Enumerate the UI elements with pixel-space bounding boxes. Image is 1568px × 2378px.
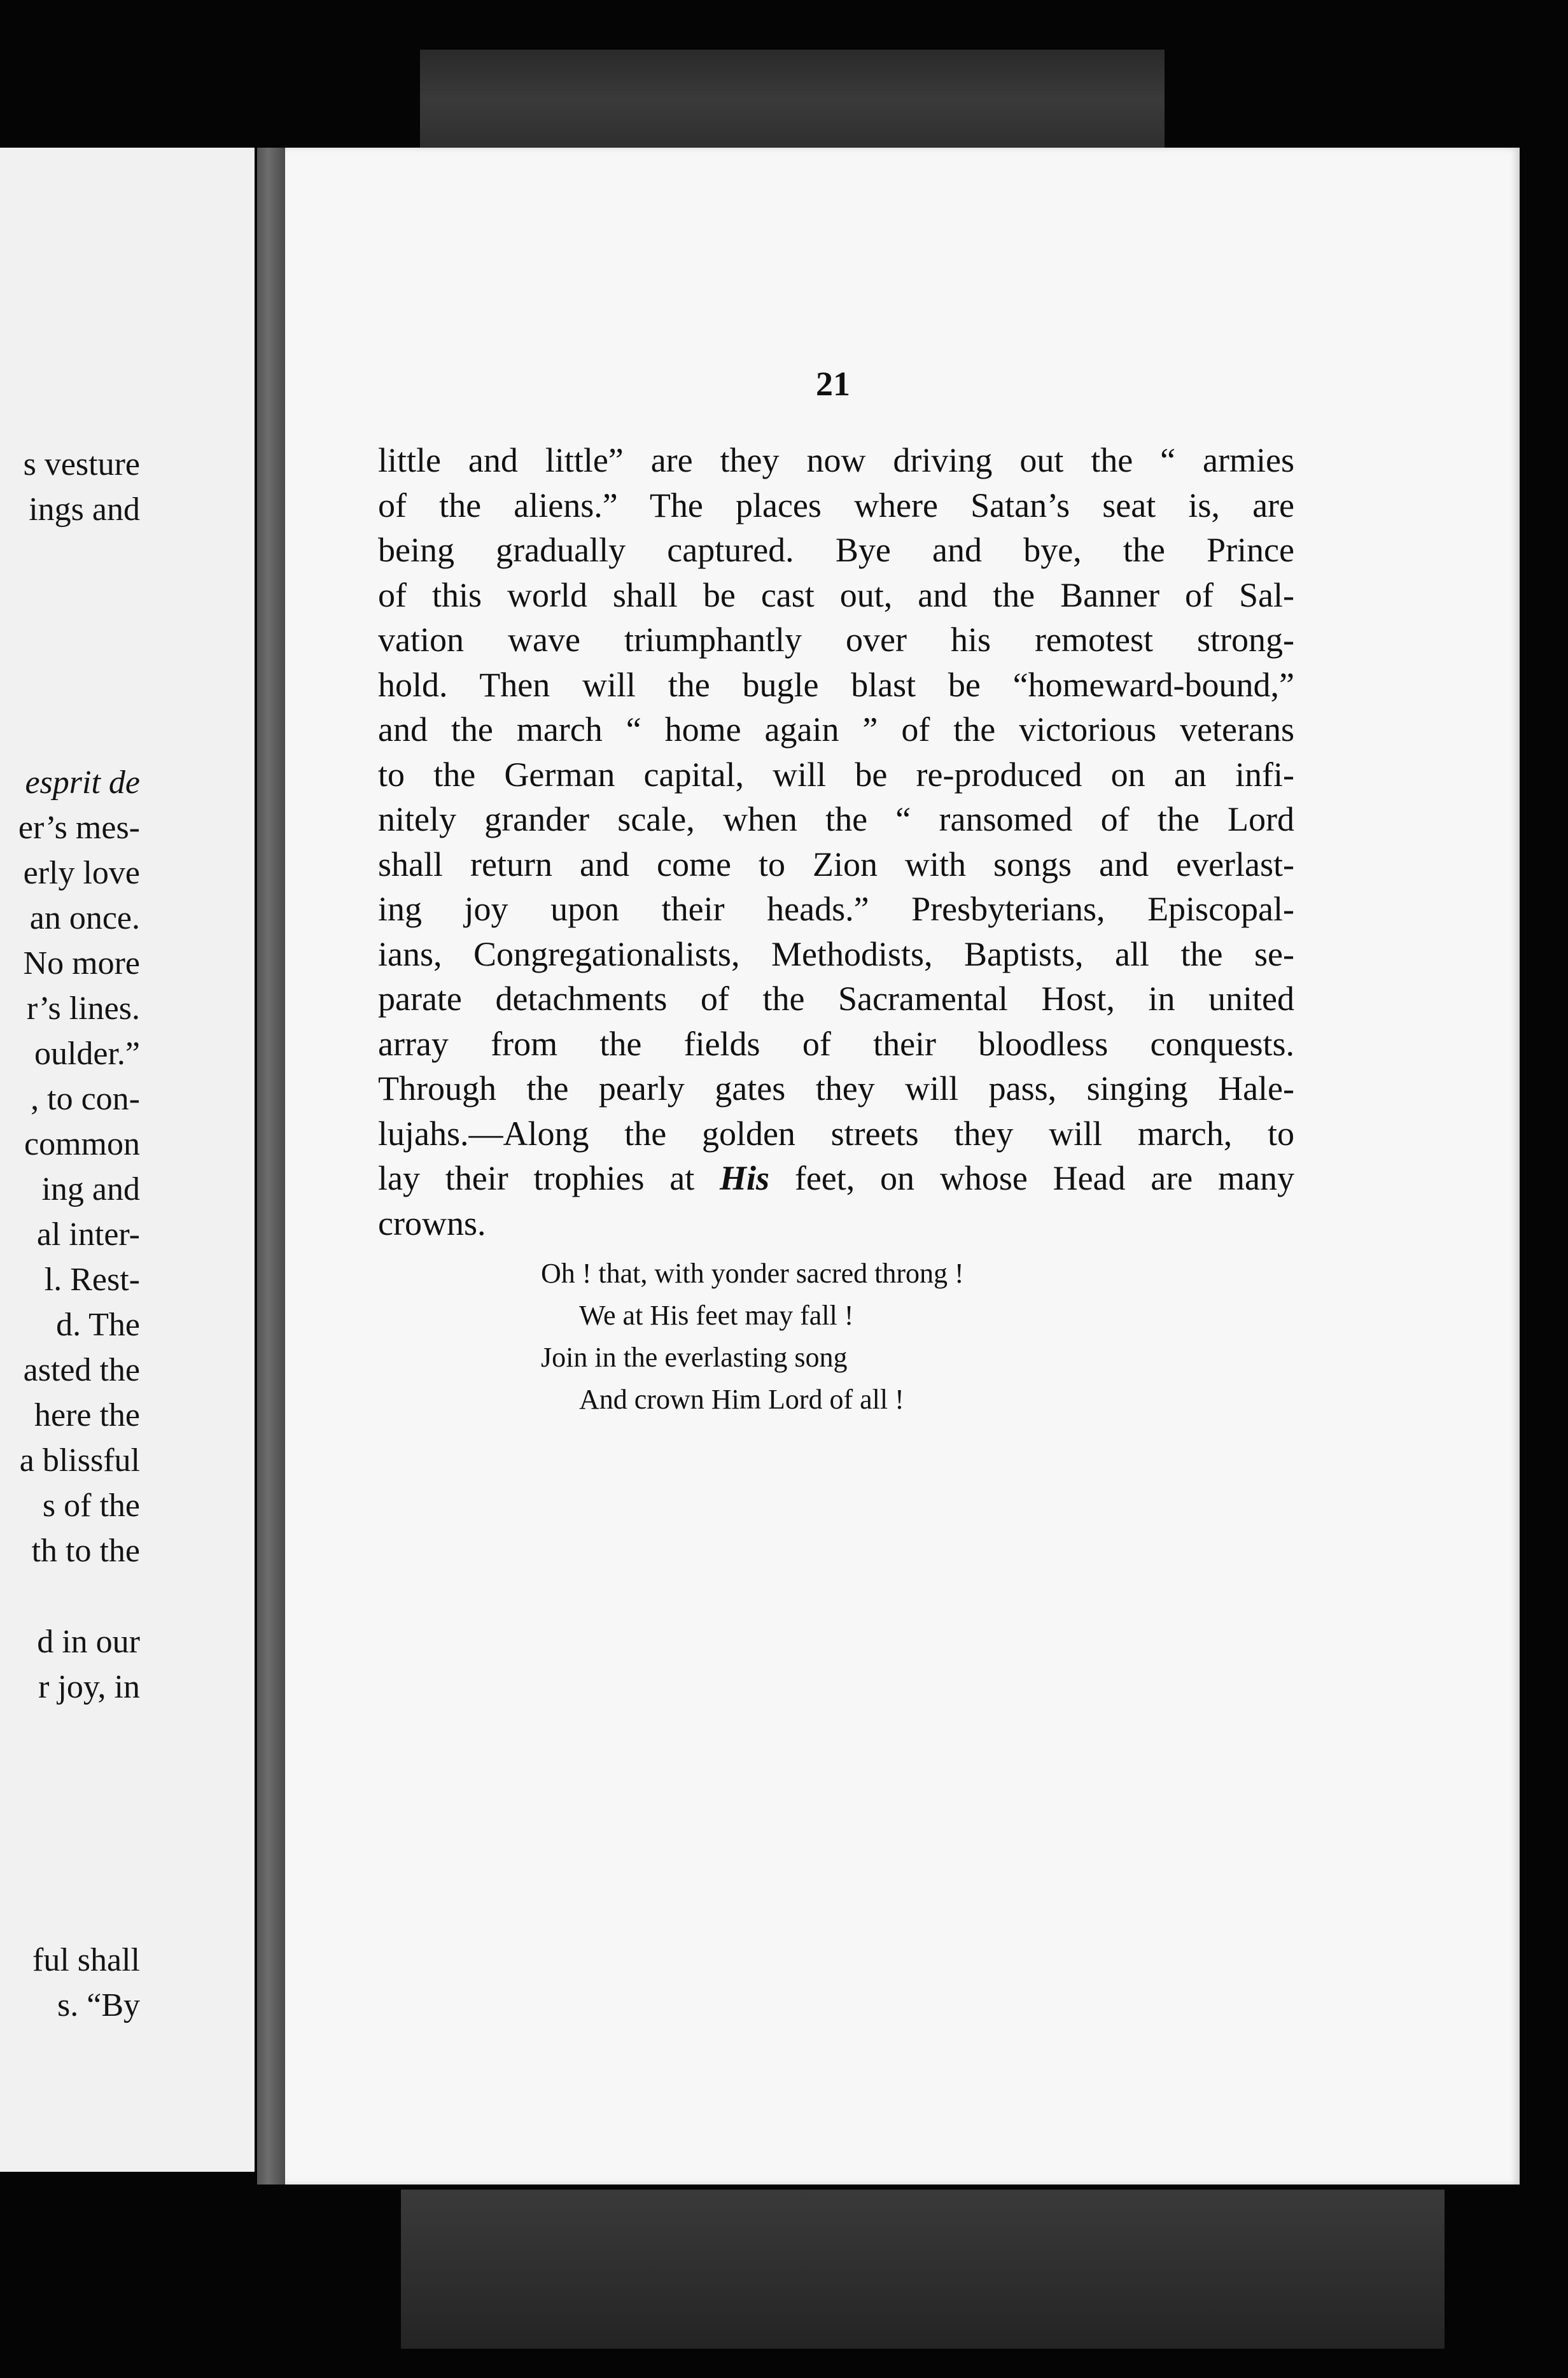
verse-line: We at His feet may fall ! [579,1300,854,1331]
left-line: ings and [29,491,140,528]
left-line: s. “By [57,1987,140,2023]
emphasized-word: His [720,1159,770,1197]
body-line-part: lay their trophies at [378,1159,720,1197]
body-line: ians, Congregationalists, Methodists, Baptists, all the se- [378,934,1294,973]
body-line-with-emphasis [378,1156,1294,1201]
left-line: here the [34,1397,140,1433]
body-line: ing joy upon their heads.” Presbyterians, Episcopal- [378,890,1294,928]
hymn-verse [541,1253,964,1421]
left-line: No more [23,945,140,981]
left-line: a blissful [19,1442,140,1479]
body-line: vation wave triumphantly over his remotest strong- [378,621,1294,659]
left-line: common [24,1126,140,1162]
body-line: array from the fields of their bloodless conquests. [378,1024,1294,1063]
body-line-final: crowns. [378,1204,486,1242]
body-line: of this world shall be cast out, and the Banner of Sal- [378,575,1294,614]
body-line: to the German capital, will be re-produced on an infi- [378,755,1294,794]
left-line: l. Rest- [44,1262,140,1298]
body-line: nitely grander scale, when the “ ransomed of the Lord [378,800,1294,838]
body-line: hold. Then will the bugle blast be “homeward-bound,” [378,665,1294,704]
left-line: erly love [23,855,140,891]
left-line: ing and [41,1171,140,1207]
left-line: s vesture [23,446,140,482]
verse-line: Join in the everlasting song [541,1342,848,1373]
body-line: parate detachments of the Sacramental Host, in united [378,980,1294,1018]
left-line: ful shall [32,1942,140,1978]
left-line: r’s lines. [26,990,140,1027]
scan-top-strip [420,50,1165,151]
body-paragraph [378,438,1294,1246]
body-line: and the march “ home again ” of the victorious veterans [378,710,1294,749]
left-line: d. The [56,1307,140,1343]
scan-bottom-strip [401,2190,1445,2349]
left-line: er’s mes- [18,810,140,846]
left-line: oulder.” [34,1036,140,1072]
left-line: s of the [42,1488,140,1524]
verse-line: Oh ! that, with yonder sacred throng ! [541,1258,964,1289]
left-page-fragment [0,148,255,2172]
book-spine [257,148,285,2185]
body-line: Through the pearly gates they will pass, singing Hale- [378,1069,1294,1108]
left-line: al inter- [36,1216,140,1253]
body-line: shall return and come to Zion with songs and everlast- [378,845,1294,883]
body-line: lujahs.—Along the golden streets they will march, to [378,1114,1294,1153]
left-line: asted the [23,1352,140,1388]
verse-line: And crown Him Lord of all ! [579,1384,904,1415]
left-line: an once. [29,900,140,936]
body-line: of the aliens.” The places where Satan’s seat is, are [378,486,1294,524]
left-line: d in our [37,1624,140,1660]
left-line: , to con- [31,1081,140,1117]
left-line: th to the [31,1533,140,1569]
body-line: being gradually captured. Bye and bye, the Prince [378,531,1294,569]
body-line-part: feet, on whose Head are many [769,1159,1294,1197]
left-line: r joy, in [38,1669,140,1705]
body-line: little and little” are they now driving out the “ armies [378,441,1294,479]
left-line: esprit de [25,764,140,801]
page-number: 21 [816,365,850,403]
